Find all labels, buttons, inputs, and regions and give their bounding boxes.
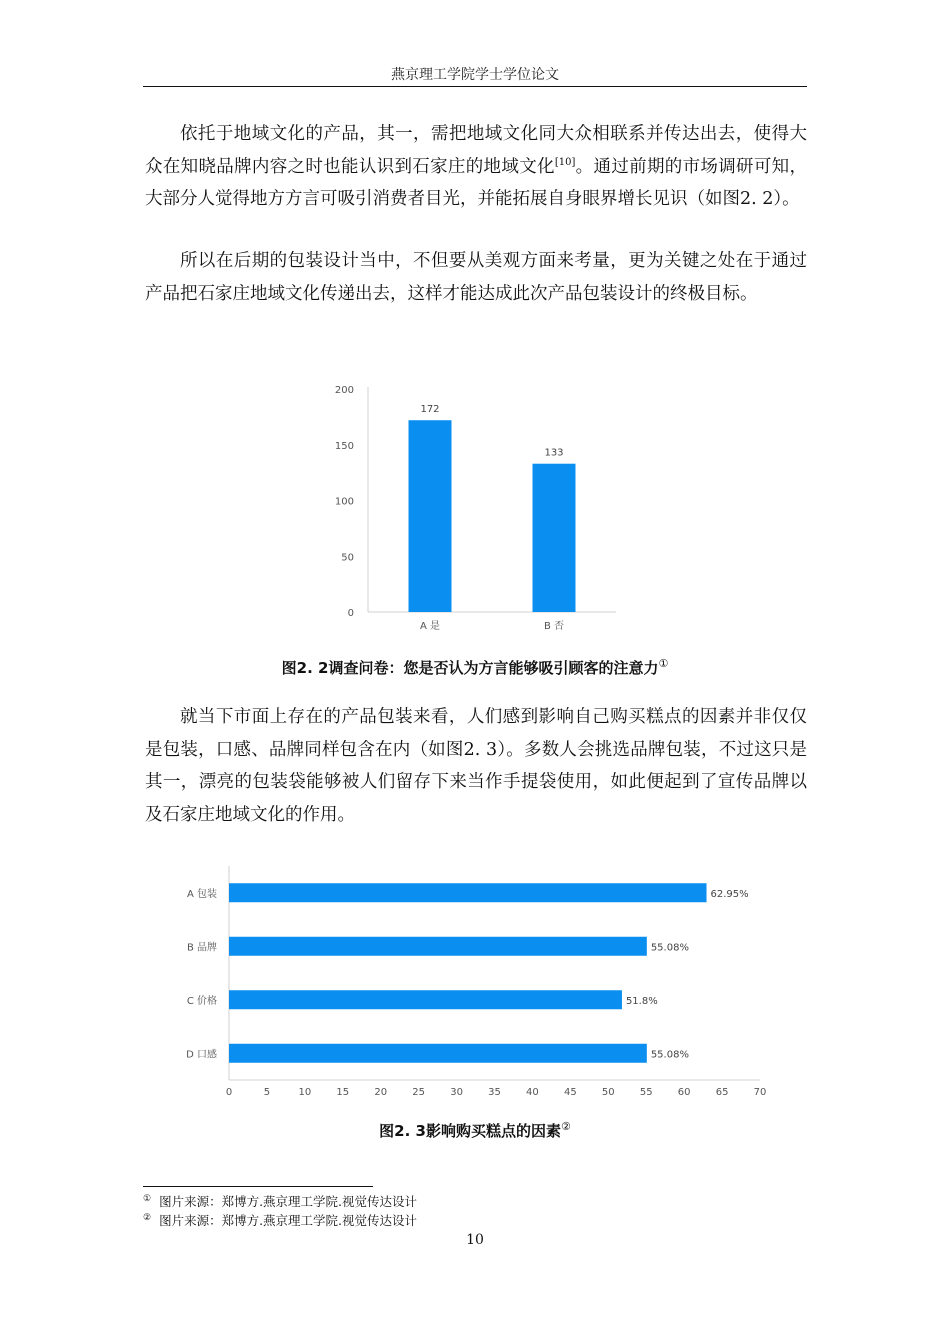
- x-tick-label: B 否: [543, 621, 565, 632]
- y-tick-label: D 口感: [186, 1049, 217, 1061]
- x-tick-label: 0: [225, 1087, 233, 1098]
- header-rule: [143, 86, 807, 87]
- y-tick-label: 0: [347, 608, 354, 619]
- paragraph-1: [145, 118, 807, 216]
- x-tick-label: 30: [450, 1087, 463, 1098]
- data-label: 62.95%: [710, 888, 749, 900]
- x-tick-label: 20: [374, 1087, 388, 1098]
- footnote-2-mark: ②: [143, 1212, 152, 1223]
- paragraph-3: 就当下市面上存在的产品包装来看，人们感到影响自己购买糕点的因素并非仅仅是包装，口感、品牌同样包含在内（如图2. 3）。多数人会挑选品牌包装，不过这只是其一，漂亮的包装袋能够被人们留存下来当作手提袋使用，如此便起到了宣传品牌以及石家庄地域文化的作用。: [145, 707, 807, 825]
- figure-2-3-caption: [143, 1120, 807, 1141]
- bar: [229, 1044, 647, 1063]
- bar: [229, 883, 707, 902]
- y-tick-label: 100: [334, 496, 354, 508]
- figure-2-2-caption-text: 图2. 2调查问卷：您是否认为方言能够吸引顾客的注意力: [281, 659, 659, 677]
- y-tick-label: 150: [334, 440, 354, 452]
- footnote-2-text: 图片来源：郑博方.燕京理工学院.视觉传达设计: [159, 1213, 418, 1228]
- y-tick-label: A 包装: [186, 888, 217, 900]
- y-tick-label: 50: [341, 552, 354, 564]
- running-header: 燕京理工学院学士学位论文: [391, 67, 559, 83]
- citation-ref: [10]: [554, 156, 576, 168]
- x-tick-label: 40: [526, 1087, 539, 1098]
- figure-2-2-caption: [143, 657, 807, 678]
- data-label: 133: [544, 447, 564, 459]
- x-tick-label: 55: [639, 1087, 653, 1098]
- y-tick-label: B 品牌: [186, 942, 217, 954]
- page-number: 10: [466, 1232, 484, 1248]
- x-tick-label: 65: [715, 1087, 729, 1098]
- footnote-1-text: 图片来源：郑博方.燕京理工学院.视觉传达设计: [159, 1194, 418, 1209]
- x-tick-label: A 是: [419, 621, 441, 632]
- data-label: 172: [420, 404, 440, 416]
- chart-purchase-factors: [165, 858, 785, 1103]
- footnote-2: [143, 1211, 417, 1229]
- footnote-rule: [143, 1186, 373, 1187]
- x-tick-label: 10: [298, 1087, 312, 1098]
- x-tick-label: 70: [753, 1087, 767, 1098]
- figure-2-3-footnote-mark: ②: [560, 1120, 571, 1133]
- paragraph-1-text-b: 。通过前期的市场调研可知，大部分人觉得地方方言可吸引消费者目光，并能拓展自身眼界增长见识（如图2. 2）。: [145, 156, 807, 209]
- bar: [409, 420, 452, 612]
- figure-2-2-footnote-mark: ①: [658, 657, 669, 670]
- x-tick-label: 50: [601, 1087, 615, 1098]
- footnote-1: [143, 1192, 417, 1210]
- y-tick-label: C 价格: [186, 995, 217, 1007]
- data-label: 51.8%: [625, 995, 658, 1007]
- x-tick-label: 25: [412, 1087, 426, 1098]
- figure-2-3-caption-text: 图2. 3影响购买糕点的因素: [379, 1122, 561, 1140]
- footnote-1-mark: ①: [143, 1193, 152, 1204]
- data-label: 55.08%: [650, 1049, 689, 1061]
- bar: [533, 464, 576, 612]
- paragraph-1-text-a: 依托于地域文化的产品，其一，需把地域文化同大众相联系并传达出去，使得大众在知晓品牌内容之时也能认识到石家庄的地域文化: [145, 124, 807, 177]
- data-label: 55.08%: [650, 942, 689, 954]
- paragraph-2: 所以在后期的包装设计当中，不但要从美观方面来考量，更为关键之处在于通过产品把石家庄地域文化传递出去，这样才能达成此次产品包装设计的终极目标。: [145, 251, 807, 304]
- x-tick-label: 60: [677, 1087, 691, 1098]
- x-tick-label: 5: [263, 1087, 271, 1098]
- y-tick-label: 200: [334, 385, 354, 396]
- x-tick-label: 45: [563, 1087, 577, 1098]
- bar: [229, 937, 647, 956]
- bar: [229, 990, 622, 1009]
- chart-dialect-survey: [320, 375, 630, 640]
- x-tick-label: 15: [336, 1087, 350, 1098]
- x-tick-label: 35: [488, 1087, 501, 1098]
